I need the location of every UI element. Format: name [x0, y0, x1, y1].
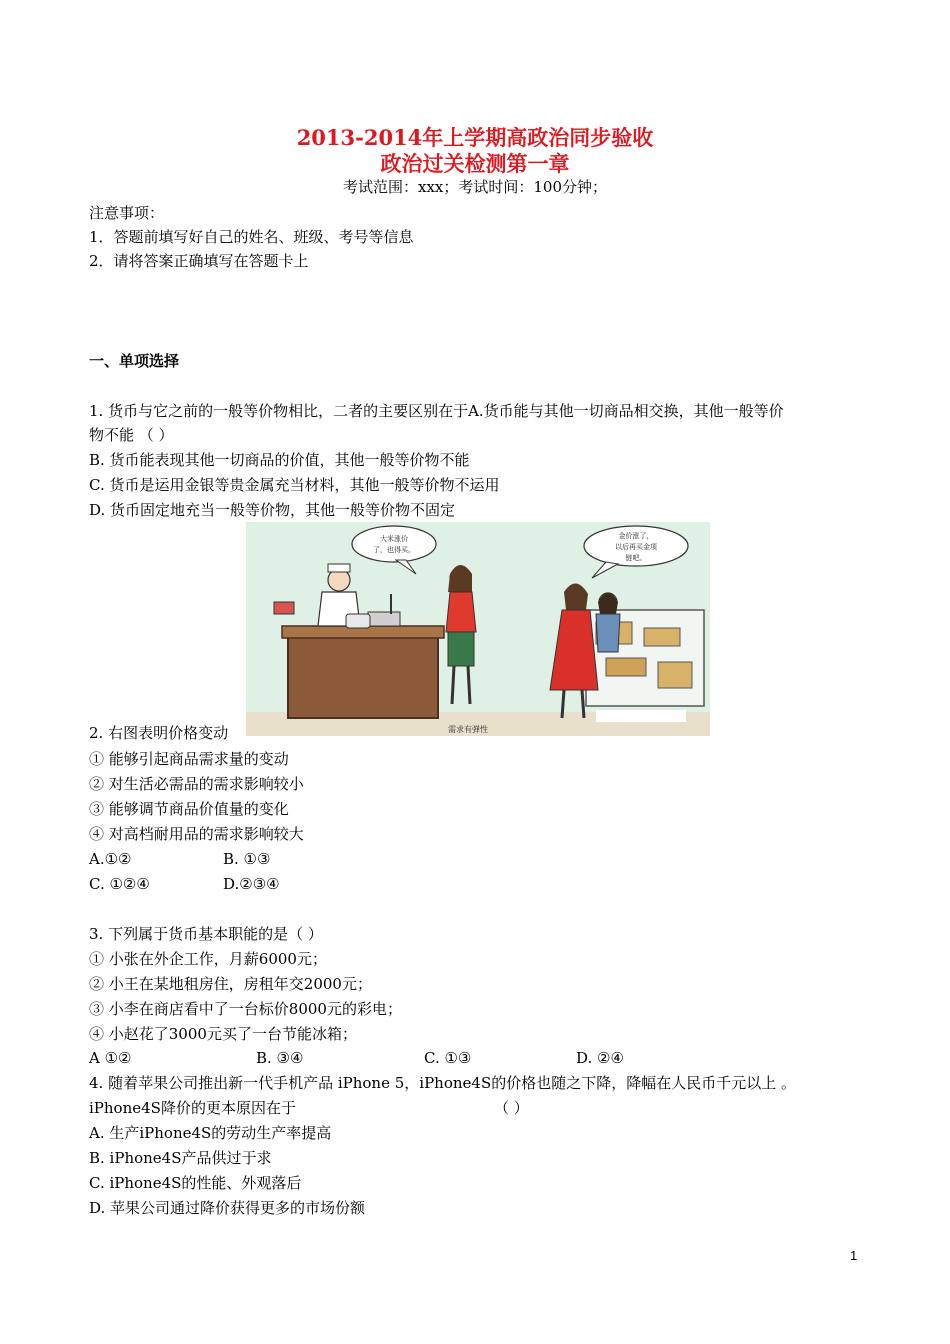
bubble-right-line2: 以后再买金项	[615, 543, 657, 551]
q4-stem-line1: 4. 随着苹果公司推出新一代手机产品 iPhone 5，iPhone4S的价格也随之下降，降幅在人民币千元以上 。	[89, 1074, 796, 1092]
notes-label: 注意事项：	[89, 204, 165, 222]
q4-option-c: C. iPhone4S的性能、外观落后	[89, 1174, 302, 1192]
q1-option-c: C. 货币是运用金银等贵金属充当材料，其他一般等价物不运用	[89, 476, 500, 494]
q3-statement-4: ④ 小赵花了3000元买了一台节能冰箱；	[89, 1025, 357, 1043]
q3-options	[89, 1048, 709, 1068]
q1-option-d: D. 货币固定地充当一般等价物，其他一般等价物不固定	[89, 501, 456, 519]
q2-option-b: B. ①③	[223, 850, 271, 868]
q2-statement-1: ① 能够引起商品需求量的变动	[89, 750, 289, 768]
document-title-line2: 政治过关检测第一章	[380, 151, 570, 176]
q2-stem: 2. 右图表明价格变动	[89, 724, 229, 742]
q3-statement-3: ③ 小李在商店看中了一台标价8000元的彩电；	[89, 1000, 402, 1018]
q2-options-row2	[89, 874, 389, 894]
q1-stem-line1: 1. 货币与它之前的一般等价物相比，二者的主要区别在于A.货币能与其他一切商品相交换，其他一般等价	[89, 402, 784, 420]
q4-option-b: B. iPhone4S产品供过于求	[89, 1149, 272, 1167]
notes-item-1: 1．答题前填写好自己的姓名、班级、考号等信息	[89, 228, 414, 246]
bubble-right-line1: 金价涨了，	[618, 532, 654, 540]
q1-stem-line2: 物不能 （ ）	[89, 426, 174, 444]
document-title-line1: 2013-2014年上学期高政治同步验收	[296, 125, 654, 150]
q3-option-a: A ①②	[89, 1049, 132, 1067]
q1-option-b: B. 货币能表现其他一切商品的价值，其他一般等价物不能	[89, 451, 470, 469]
q2-option-a: A.①②	[89, 850, 132, 868]
bubble-left-line1: 大米涨价	[380, 535, 408, 543]
q3-option-d: D. ②④	[576, 1049, 624, 1067]
q2-statement-3: ③ 能够调节商品价值量的变化	[89, 800, 289, 818]
q3-option-c: C. ①③	[424, 1049, 472, 1067]
notes-item-2: 2．请将答案正确填写在答题卡上	[89, 252, 309, 270]
section-title: 一、单项选择	[89, 352, 180, 370]
q4-answer-paren: （ ）	[494, 1099, 529, 1117]
q3-stem: 3. 下列属于货币基本职能的是（ ）	[89, 925, 323, 943]
q4-option-a: A. 生产iPhone4S的劳动生产率提高	[89, 1124, 332, 1142]
q2-statement-4: ④ 对高档耐用品的需求影响较大	[89, 825, 304, 843]
q2-option-c: C. ①②④	[89, 875, 150, 893]
exam-info: 考试范围：xxx；考试时间：100分钟；	[342, 178, 607, 196]
q3-option-b: B. ③④	[256, 1049, 304, 1067]
q2-options-row1	[89, 849, 389, 869]
bubble-right-line3: 链吧。	[625, 554, 647, 562]
q3-statement-1: ① 小张在外企工作，月薪6000元；	[89, 950, 327, 968]
q3-statement-2: ② 小王在某地租房住，房租年交2000元；	[89, 975, 372, 993]
q4-stem-line2: iPhone4S降价的更本原因在于	[89, 1099, 296, 1117]
page-number: 1	[850, 1248, 858, 1263]
q2-statement-2: ② 对生活必需品的需求影响较小	[89, 775, 304, 793]
q2-option-d: D.②③④	[223, 875, 280, 893]
q4-option-d: D. 苹果公司通过降价获得更多的市场份额	[89, 1199, 366, 1217]
price-demand-cartoon	[246, 522, 710, 736]
bubble-left-line2: 了，也得买。	[373, 546, 415, 554]
cartoon-caption: 需求有弹性	[448, 725, 488, 734]
